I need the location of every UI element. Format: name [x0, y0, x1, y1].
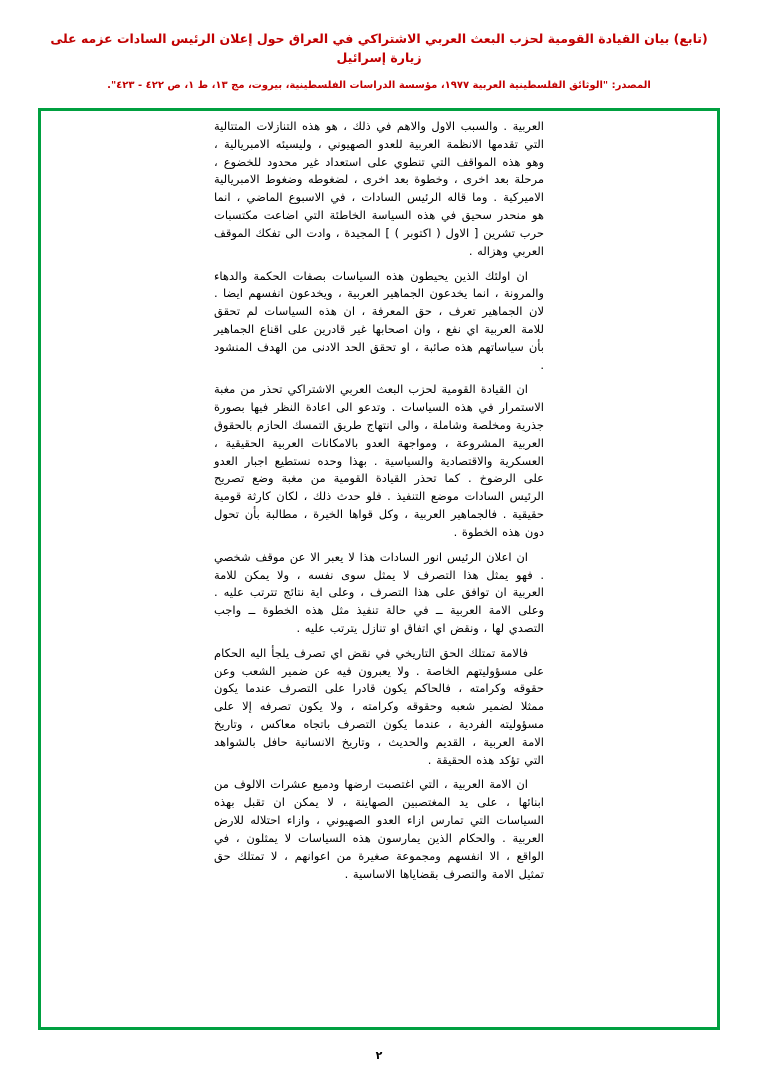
paragraph: ان الامة العربية ، التي اغتصبت ارضها ودميع عشرات الالوف من ابنائها ، على يد المغتصبين الصهاينة ، لا يمكن ان تقبل بهذه السياسات التي تمارس ازاء العدو الصهيوني ، وازاء احتلاله للارض العربية . والحكام الذين يمارسون هذه السياسات لا يمثلون ، في الواقع ، الا انفسهم ومجموعة صغيرة من اعوانهم ، لا تمتلك حق تمثيل الامة والتصرف بقضاياها الاساسية . — [214, 777, 544, 881]
page-number: ٢ — [375, 1049, 383, 1062]
paragraph: ان القيادة القومية لحزب البعث العربي الاشتراكي تحذر من مغبة الاستمرار في هذه السياسات . وتدعو الى اعادة النظر فيها بصورة جذرية ومخلصة وشاملة ، والى انتهاج طريق التمسك الحازم بالحقوق العربية المشروعة ، ومواجهة العدو بالامكانات العربية الحقيقية ، العسكرية والاقتصادية والسياسية . بهذا وحده نستطيع اجبار العدو على الرضوخ . كما تحذر القيادة القومية من مغبة وضع تصريح الرئيس السادات موضع التنفيذ . فلو حدث ذلك ، لكان كارثة قومية حقيقية . فالجماهير العربية ، وكل قواها الخيرة ، مطالبة بأن تحول دون هذه الخطوة . — [214, 382, 544, 539]
paragraph: ان اولئك الذين يحيطون هذه السياسات بصفات الحكمة والدهاء والمرونة ، انما يخدعون الجماهير العربية ، ويخدعون انفسهم ايضا . لان الجماهير تعرف ، حق المعرفة ، ان هذه السياسات لم تحقق للامة العربية اي نفع ، وان اصحابها غير قادرين على اقناع الجماهير بأن سياساتهم هذه صائبة ، او تحقق الحد الادنى من الهدف المنشود . — [214, 268, 544, 372]
document-source: المصدر: "الوثائق الفلسطينية العربية ١٩٧٧، مؤسسة الدراسات الفلسطينية، بيروت، مج ١٣، ط ١، ص ٤٢٢ - ٤٢٣". — [107, 79, 651, 91]
document-header — [0, 0, 758, 93]
paragraph: العربية . والسبب الاول والاهم في ذلك ، هو هذه التنازلات المتتالية التي تقدمها الانظمة العربية للعدو الصهيوني ، وليسيئه الامبريالية ، وهو هذه المواقف التي تنطوي على استعداد غير محدود للخضوع ، مرحلة بعد اخرى ، وخطوة بعد اخرى ، لضغوطه وضغوط الامبريالية الاميركية . وما قاله الرئيس السادات ، في الاسبوع الماضي ، انما هو منحدر سحيق في هذه السياسة الخاطئة التي اضاعت مكتسبات حرب تشرين [ الاول ( اكتوبر ) ] المجيدة ، وادت الى تفكك الموقف العربي وهزاله . — [214, 119, 544, 258]
page-title: (تابع) بيان القيادة القومية لحزب البعث العربي الاشتراكي في العراق حول إعلان الرئيس السادات عزمه على زيارة إسرائيل — [50, 31, 708, 65]
document-body — [0, 118, 758, 890]
paragraph: فالامة تمتلك الحق التاريخي في نقض اي تصرف يلجأ اليه الحكام على مسؤوليتهم الخاصة . ولا يعبرون فيه عن ضمير الشعب وعن حقوقه وكرامته ، فالحاكم يكون قادرا على التصرف عندما يكون ممثلا لضمير شعبه وحقوقه وكرامته ، ولا يكون تصرفه إلا على مسؤوليته الفردية ، عندما يكون التصرف باتجاه معاكس ، وتاريخ الامة العربية ، القديم والحديث ، وتاريخ الانسانية حافل بالشواهد التي تؤكد هذه الحقيقة . — [214, 645, 544, 767]
paragraph: ان اعلان الرئيس انور السادات هذا لا يعبر الا عن موقف شخصي . فهو يمثل هذا التصرف لا يمثل سوى نفسه ، ولا يمكن للامة العربية ان توافق على هذا التصرف ، وعلى اية نتائج تترتب عليه . وعلى الامة العربية ــ في حالة تنفيذ مثل هذه الخطوة ــ واجب التصدي لها ، ونقض اي اتفاق او تنازل يترتب عليه . — [214, 549, 544, 635]
text-column — [214, 118, 544, 890]
